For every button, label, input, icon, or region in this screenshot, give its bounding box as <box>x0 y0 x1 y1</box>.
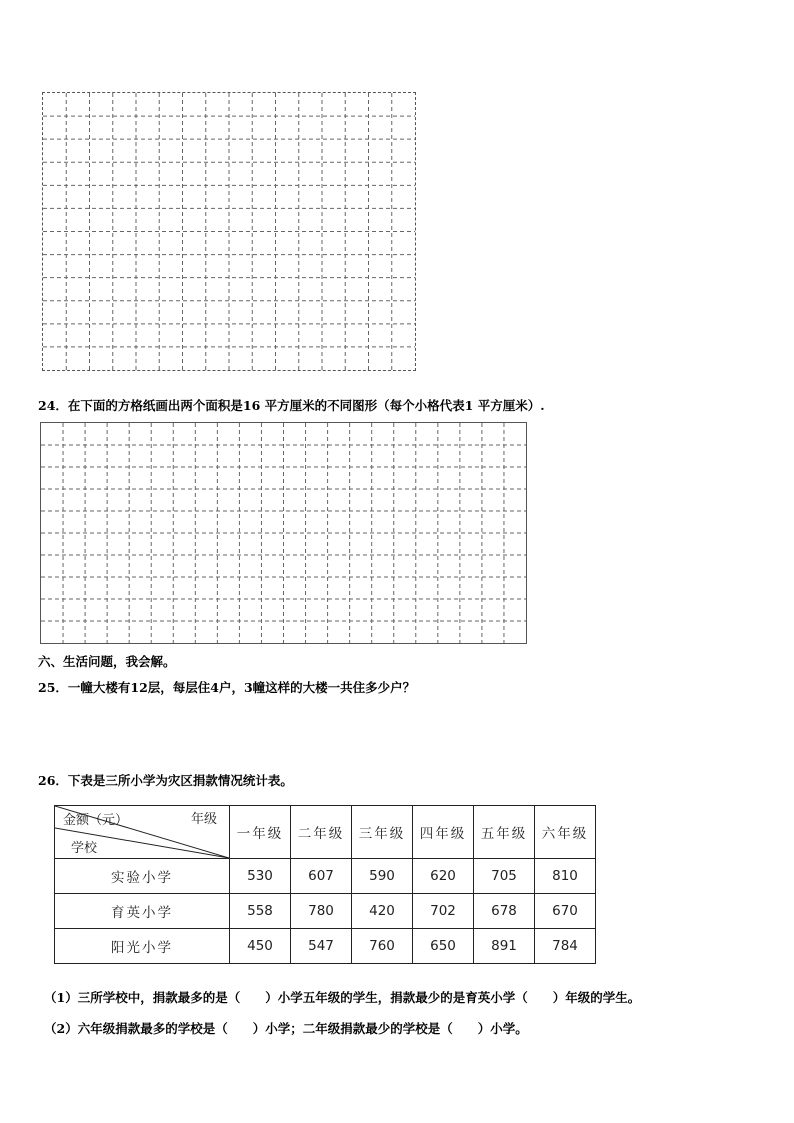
question-24: 24．在下面的方格纸画出两个面积是16 平方厘米的不同图形（每个小格代表1 平方厘米）. <box>38 398 545 413</box>
school-name: 阳光小学 <box>55 929 230 964</box>
school-name: 实验小学 <box>55 859 230 894</box>
table-row <box>55 859 596 894</box>
grade-header-1: 一年级 <box>230 806 291 859</box>
table-cell: 547 <box>291 929 352 964</box>
table-cell: 607 <box>291 859 352 894</box>
header-grade-label: 年级 <box>190 812 217 827</box>
table-cell: 810 <box>535 859 596 894</box>
grade-header-5: 五年级 <box>474 806 535 859</box>
table-row <box>55 929 596 964</box>
donation-table <box>54 805 596 964</box>
table-cell: 650 <box>413 929 474 964</box>
section-6-heading: 六、生活问题，我会解。 <box>38 654 176 669</box>
diagonal-header-cell <box>55 806 230 859</box>
question-26-part-1: （1）三所学校中，捐款最多的是（ ）小学五年级的学生，捐款最少的是育英小学（ ）年级的学生。 <box>44 990 641 1005</box>
table-cell: 891 <box>474 929 535 964</box>
table-cell: 590 <box>352 859 413 894</box>
grid-lines-q24 <box>41 423 528 645</box>
grid-paper-top <box>42 92 416 371</box>
question-25: 25．一幢大楼有12层，每层住4户，3幢这样的大楼一共住多少户？ <box>38 680 416 695</box>
header-amount-label: 金额（元） <box>63 813 129 828</box>
table-cell: 678 <box>474 894 535 929</box>
table-cell: 702 <box>413 894 474 929</box>
table-header-row <box>55 806 596 859</box>
table-cell: 450 <box>230 929 291 964</box>
question-26: 26．下表是三所小学为灾区捐款情况统计表。 <box>38 773 293 788</box>
school-name: 育英小学 <box>55 894 230 929</box>
table-row <box>55 894 596 929</box>
question-26-part-2: （2）六年级捐款最多的学校是（ ）小学；二年级捐款最少的学校是（ ）小学。 <box>44 1021 528 1036</box>
grid-paper-q24 <box>40 422 527 644</box>
table-cell: 760 <box>352 929 413 964</box>
table-cell: 780 <box>291 894 352 929</box>
table-cell: 530 <box>230 859 291 894</box>
grade-header-6: 六年级 <box>535 806 596 859</box>
grid-lines-top <box>43 93 417 372</box>
table-cell: 620 <box>413 859 474 894</box>
grade-header-4: 四年级 <box>413 806 474 859</box>
table-cell: 705 <box>474 859 535 894</box>
table-cell: 558 <box>230 894 291 929</box>
table-cell: 784 <box>535 929 596 964</box>
table-cell: 420 <box>352 894 413 929</box>
grade-header-2: 二年级 <box>291 806 352 859</box>
header-school-label: 学校 <box>71 841 98 856</box>
table-cell: 670 <box>535 894 596 929</box>
grade-header-3: 三年级 <box>352 806 413 859</box>
